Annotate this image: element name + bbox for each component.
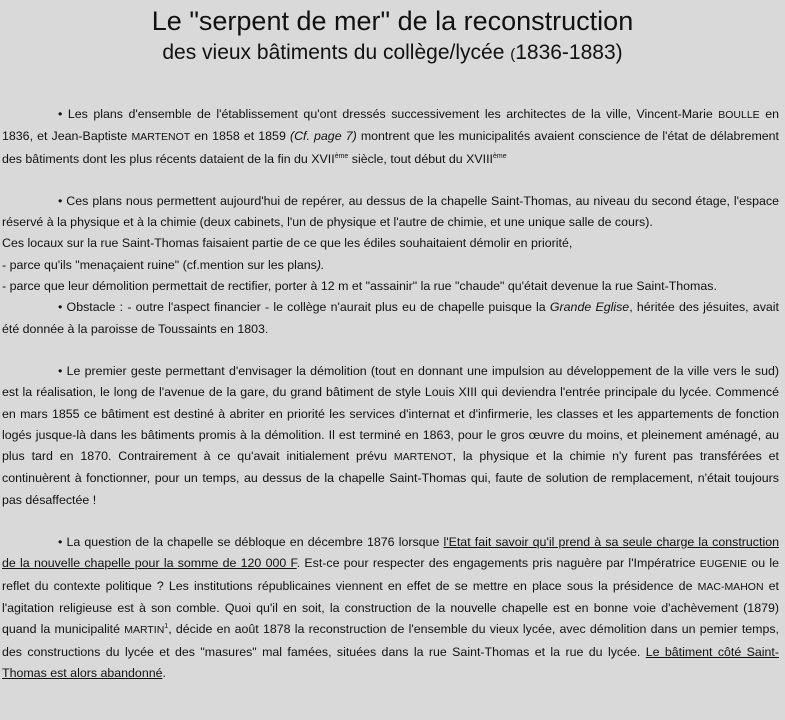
paragraph-gap bbox=[2, 340, 779, 361]
page-subtitle bbox=[0, 38, 785, 70]
text: • Obstacle : - outre l'aspect financier - le collège n'aurait plus eu de chapelle puisque la bbox=[58, 300, 550, 315]
paragraph-line: Ces locaux sur la rue Saint-Thomas faisaient partie de ce que les édiles souhaitaient démolir en priorité, bbox=[2, 236, 573, 251]
text: • Les plans d'ensemble de l'établissement qu'ont dressés successivement les architectes de la ville, Vincent-Marie bbox=[58, 107, 719, 121]
text: montrent que les municipalités avaient conscience de l'état de délabrement des bâtiments dont les plus récents dataient de la fin du XVII bbox=[2, 129, 779, 166]
footnote-ref: 1 bbox=[164, 623, 169, 631]
paragraph-chapelle bbox=[2, 532, 779, 684]
text: , décide en août 1878 la reconstruction de l'ensemble du vieux lycée, avec démolition dans un pemier temps, des constructions du lycée et des "masures" mal famées, situées dans la rue Saint-Thomas et la rue du lycée. bbox=[2, 622, 780, 659]
superscript: ème bbox=[492, 152, 507, 160]
text: en 1858 et 1859 bbox=[190, 129, 290, 144]
superscript: ème bbox=[334, 152, 349, 160]
paragraph-line: - parce que leur démolition permettait de rectifier, porter à 12 m et "assainir" la rue "chaude" qu'était devenue la rue Saint-Thomas. bbox=[2, 279, 717, 294]
name-martin: MARTIN bbox=[124, 624, 165, 637]
name-martenot: MARTENOT bbox=[393, 451, 453, 464]
text: en 1836, et Jean-Baptiste bbox=[2, 107, 779, 144]
paragraph-locaux: • Ces plans nous permettent aujourd'hui de repérer, au dessus de la chapelle Saint-Thomas, au niveau du second étage, l'espace réservé à la physique et à la chimie (deux cabinets, l'un de physique et l'autre de chimie, et une unique salle de cours). bbox=[2, 193, 779, 230]
underlined-text: l'Etat fait savoir qu'il prend à sa seule charge la construction de la nouvelle chapelle pour la somme de 120 000 F bbox=[2, 535, 779, 571]
paragraph-plans bbox=[2, 104, 779, 170]
text: , la physique et la chimie n'y furent pas transférées et continuèrent à fonctionner, pour un temps, au dessus de la chapelle Saint-Thomas qui, faute de solution de remplacement, n'était toujours pas désaffectée ! bbox=[2, 449, 779, 507]
name-boulle: BOULLE bbox=[718, 109, 760, 121]
subtitle-paren: ( bbox=[510, 46, 516, 63]
text: , héritée des jésuites, avait été donnée à la paroisse de Toussaints en 1803. bbox=[2, 300, 779, 336]
page-title: Le "serpent de mer" de la reconstruction bbox=[151, 6, 634, 36]
subtitle-main: des vieux bâtiments du collège/lycée bbox=[162, 41, 511, 64]
document-body bbox=[2, 104, 779, 684]
text: . bbox=[162, 665, 166, 680]
text: ). bbox=[316, 257, 325, 272]
paragraph-line bbox=[2, 255, 779, 276]
text: - parce qu'ils "menaçaient ruine" (cf.mention sur les plans bbox=[2, 257, 317, 272]
name-eugenie: EUGENIE bbox=[699, 558, 748, 571]
paragraph-gap bbox=[2, 170, 779, 191]
underlined-text: Le bâtiment côté Saint-Thomas est alors abandonné bbox=[2, 644, 779, 680]
subtitle-years: 1836-1883) bbox=[515, 41, 623, 64]
text: . Est-ce pour respecter des engagements pris naguère par l'Impératrice bbox=[296, 556, 700, 571]
paragraph-gap bbox=[2, 511, 779, 532]
paragraph-premier-geste bbox=[2, 361, 779, 511]
grande-eglise: Grande Eglise bbox=[549, 300, 630, 315]
name-martenot: MARTENOT bbox=[131, 131, 191, 144]
text: • La question de la chapelle se débloque en décembre 1876 lorsque bbox=[58, 535, 444, 550]
text: siècle, tout début du XVIII bbox=[348, 151, 493, 166]
paragraph-obstacle bbox=[2, 297, 779, 340]
text: et l'agitation religieuse est à son comble. Quoi qu'il en soit, la construction de la nouvelle chapelle est en bonne voie d'achèvement (1879) quand la municipalité bbox=[2, 578, 780, 637]
cross-reference: (Cf. page 7) bbox=[289, 129, 357, 144]
text: ou le reflet du contexte politique ? Les institutions républicaines viennent en effet de se mettre en place sous la présidence de bbox=[2, 556, 780, 593]
name-macmahon: MAC-MAHON bbox=[697, 580, 764, 593]
text: • Le premier geste permettant d'envisager la démolition (tout en donnant une impulsion au développement de la ville vers le sud) est la réalisation, le long de l'avenue de la gare, du grand bâtiment de style Louis XIII qui deviendra l'entrée principale du lycée. Commencé en mars 1855 ce bâtiment est destiné à abriter en priorité les services d'internat et d'infirmerie, les classes et les appartements de fonction logés jusque-là dans les bâtiments promis à la démolition. Il est terminé en 1863, pour le gros œuvre du moins, et pleinement aménagé, au plus tard en 1870. Contrairement à ce qu'avait initialement prévu bbox=[2, 363, 779, 464]
